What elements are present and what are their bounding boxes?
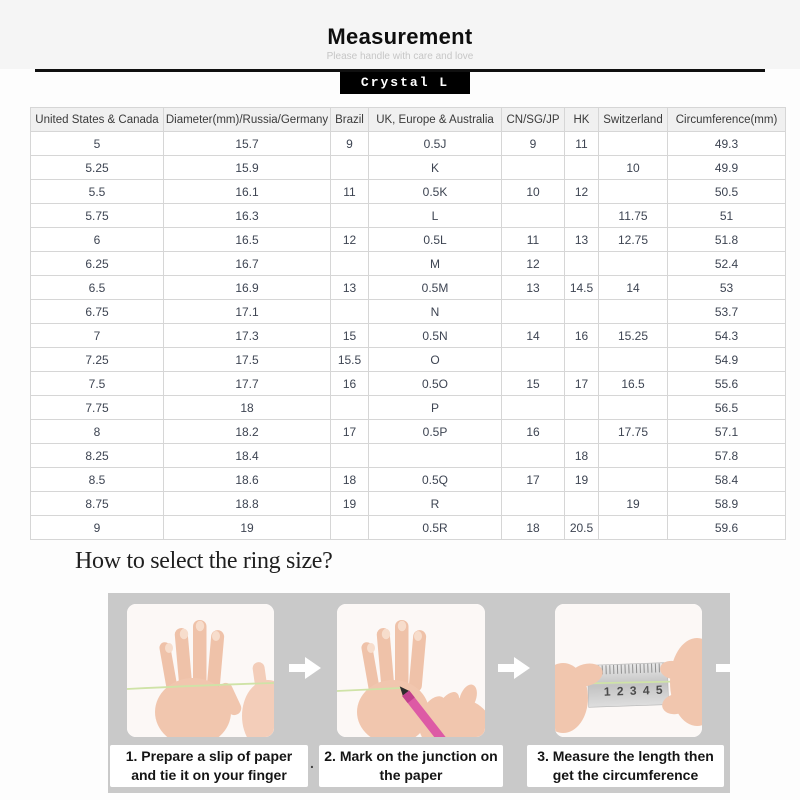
table-cell: 0.5N [369, 324, 502, 348]
column-header: CN/SG/JP [502, 108, 565, 132]
table-cell: 16 [502, 420, 565, 444]
table-cell: 18 [164, 396, 331, 420]
table-cell: L [369, 204, 502, 228]
table-cell: 0.5Q [369, 468, 502, 492]
table-cell: 8.25 [31, 444, 164, 468]
table-cell: R [369, 492, 502, 516]
table-cell: 17 [331, 420, 369, 444]
table-cell [331, 156, 369, 180]
table-cell: 49.3 [668, 132, 786, 156]
table-cell: P [369, 396, 502, 420]
step-caption-1 [110, 745, 308, 787]
table-cell [599, 132, 668, 156]
table-cell: 9 [31, 516, 164, 540]
table-cell: 15.7 [164, 132, 331, 156]
table-cell: 50.5 [668, 180, 786, 204]
table-cell: 9 [331, 132, 369, 156]
table-cell [331, 444, 369, 468]
table-cell: 0.5P [369, 420, 502, 444]
table-cell [502, 444, 565, 468]
arrow-right-edge-icon [716, 654, 730, 682]
table-cell: 55.6 [668, 372, 786, 396]
table-cell: 59.6 [668, 516, 786, 540]
table-cell: 11 [331, 180, 369, 204]
table-cell: 11 [502, 228, 565, 252]
measure-with-ruler-illustration [555, 604, 702, 737]
table-cell: 18 [565, 444, 599, 468]
table-cell [502, 492, 565, 516]
table-row [31, 372, 786, 396]
table-cell: 10 [599, 156, 668, 180]
table-cell: 0.5L [369, 228, 502, 252]
table-cell: 12 [502, 252, 565, 276]
table-cell: 17.75 [599, 420, 668, 444]
table-cell: 18 [502, 516, 565, 540]
table-row [31, 468, 786, 492]
table-row [31, 156, 786, 180]
table-cell [565, 420, 599, 444]
table-cell [502, 396, 565, 420]
caption-separator-dot: . [310, 755, 314, 771]
table-cell: 18.2 [164, 420, 331, 444]
table-cell: M [369, 252, 502, 276]
table-cell: 58.9 [668, 492, 786, 516]
step-photo-2 [337, 604, 485, 737]
table-cell: 54.9 [668, 348, 786, 372]
table-cell: 7.75 [31, 396, 164, 420]
table-cell: 52.4 [668, 252, 786, 276]
table-cell: 6.25 [31, 252, 164, 276]
table-cell [599, 396, 668, 420]
table-cell: 51.8 [668, 228, 786, 252]
table-cell: 14.5 [565, 276, 599, 300]
page-title: Measurement [327, 24, 473, 49]
table-cell: 16.5 [164, 228, 331, 252]
table-cell: 17.7 [164, 372, 331, 396]
column-header: Switzerland [599, 108, 668, 132]
table-cell: 17 [565, 372, 599, 396]
table-cell: 57.1 [668, 420, 786, 444]
table-cell: 5.5 [31, 180, 164, 204]
table-cell [599, 300, 668, 324]
table-row [31, 492, 786, 516]
table-cell: 16.1 [164, 180, 331, 204]
table-cell [502, 348, 565, 372]
table-cell: N [369, 300, 502, 324]
step-caption-line: the paper [379, 767, 443, 783]
table-cell: 18.6 [164, 468, 331, 492]
table-cell: 57.8 [668, 444, 786, 468]
table-cell: 5.25 [31, 156, 164, 180]
table-cell: 16.3 [164, 204, 331, 228]
step-caption-3 [527, 745, 724, 787]
column-header: Diameter(mm)/Russia/Germany [164, 108, 331, 132]
table-cell: 11 [565, 132, 599, 156]
table-cell [565, 204, 599, 228]
table-cell [331, 252, 369, 276]
table-cell: 12 [331, 228, 369, 252]
table-cell: 53 [668, 276, 786, 300]
table-cell: 16 [331, 372, 369, 396]
table-cell: 0.5J [369, 132, 502, 156]
table-cell [331, 204, 369, 228]
table-row [31, 444, 786, 468]
table-cell [331, 516, 369, 540]
series-badge: Crystal L [340, 72, 470, 94]
table-row [31, 300, 786, 324]
table-row [31, 252, 786, 276]
table-row [31, 132, 786, 156]
table-cell: 18.4 [164, 444, 331, 468]
table-cell [599, 468, 668, 492]
table-cell: O [369, 348, 502, 372]
table-cell [565, 492, 599, 516]
table-row [31, 420, 786, 444]
table-cell: 49.9 [668, 156, 786, 180]
step-photo-1 [127, 604, 274, 737]
table-cell [502, 156, 565, 180]
table-cell: 16.9 [164, 276, 331, 300]
table-row [31, 204, 786, 228]
table-cell [565, 396, 599, 420]
table-cell: 15.5 [331, 348, 369, 372]
table-cell: 7 [31, 324, 164, 348]
table-cell: 0.5M [369, 276, 502, 300]
step-caption-line: and tie it on your finger [131, 767, 287, 783]
table-cell: 16.7 [164, 252, 331, 276]
table-cell [331, 300, 369, 324]
table-cell [565, 252, 599, 276]
table-cell [502, 300, 565, 324]
ruler-number: 5 [655, 682, 663, 697]
table-cell: 18 [331, 468, 369, 492]
table-cell: 15.9 [164, 156, 331, 180]
step-caption-line: 3. Measure the length then [537, 748, 714, 764]
size-table-head-row [31, 108, 786, 132]
table-cell: 16 [565, 324, 599, 348]
ruler-number: 2 [616, 684, 624, 699]
table-cell: 54.3 [668, 324, 786, 348]
table-cell: 9 [502, 132, 565, 156]
table-cell: 58.4 [668, 468, 786, 492]
table-cell: 0.5O [369, 372, 502, 396]
table-cell: 15.25 [599, 324, 668, 348]
ruler-number: 4 [642, 683, 650, 698]
table-cell: 7.5 [31, 372, 164, 396]
table-cell: 6.5 [31, 276, 164, 300]
table-cell: K [369, 156, 502, 180]
table-cell [565, 156, 599, 180]
table-cell: 13 [331, 276, 369, 300]
ruler-number: 1 [603, 684, 611, 699]
table-cell [599, 444, 668, 468]
column-header: Circumference(mm) [668, 108, 786, 132]
table-cell: 8.75 [31, 492, 164, 516]
step-photo-3 [555, 604, 702, 737]
table-cell: 13 [565, 228, 599, 252]
ruler-number: 3 [629, 683, 637, 698]
table-cell: 17 [502, 468, 565, 492]
hand-with-paper-string-illustration [127, 604, 274, 737]
table-row [31, 396, 786, 420]
table-cell: 5 [31, 132, 164, 156]
table-cell: 5.75 [31, 204, 164, 228]
table-cell: 56.5 [668, 396, 786, 420]
table-cell: 20.5 [565, 516, 599, 540]
table-cell [599, 348, 668, 372]
table-cell: 13 [502, 276, 565, 300]
step-caption-2 [319, 745, 503, 787]
table-cell [565, 300, 599, 324]
table-cell: 53.7 [668, 300, 786, 324]
table-cell [502, 204, 565, 228]
table-cell [565, 348, 599, 372]
table-cell: 17.1 [164, 300, 331, 324]
table-cell: 19 [331, 492, 369, 516]
table-cell: 10 [502, 180, 565, 204]
table-cell: 12.75 [599, 228, 668, 252]
table-cell [369, 444, 502, 468]
table-cell: 6 [31, 228, 164, 252]
table-cell [331, 396, 369, 420]
table-row [31, 276, 786, 300]
table-row [31, 228, 786, 252]
table-cell: 15 [502, 372, 565, 396]
table-cell: 19 [599, 492, 668, 516]
table-cell: 12 [565, 180, 599, 204]
mark-junction-with-pen-illustration [337, 604, 485, 737]
table-cell: 11.75 [599, 204, 668, 228]
arrow-right-icon [498, 654, 532, 682]
step-caption-line: 1. Prepare a slip of paper [125, 748, 293, 764]
table-cell [599, 516, 668, 540]
table-cell: 17.3 [164, 324, 331, 348]
table-cell: 0.5R [369, 516, 502, 540]
table-row [31, 180, 786, 204]
table-cell: 51 [668, 204, 786, 228]
column-header: United States & Canada [31, 108, 164, 132]
table-cell: 14 [599, 276, 668, 300]
table-cell: 7.25 [31, 348, 164, 372]
arrow-right-icon [289, 654, 323, 682]
page-subtitle: Please handle with care and love [326, 51, 474, 62]
column-header: UK, Europe & Australia [369, 108, 502, 132]
table-cell: 6.75 [31, 300, 164, 324]
table-cell: 18.8 [164, 492, 331, 516]
ring-size-table [30, 107, 786, 540]
table-cell: 0.5K [369, 180, 502, 204]
table-cell [599, 252, 668, 276]
table-row [31, 324, 786, 348]
table-cell: 14 [502, 324, 565, 348]
table-cell: 15 [331, 324, 369, 348]
column-header: HK [565, 108, 599, 132]
table-cell: 8 [31, 420, 164, 444]
table-cell: 16.5 [599, 372, 668, 396]
table-cell: 19 [565, 468, 599, 492]
step-caption-line: 2. Mark on the junction on [324, 748, 498, 764]
step-caption-line: get the circumference [552, 767, 699, 783]
size-table-body [31, 132, 786, 540]
table-cell: 19 [164, 516, 331, 540]
table-cell: 17.5 [164, 348, 331, 372]
table-cell [599, 180, 668, 204]
table-cell: 8.5 [31, 468, 164, 492]
guide-question: How to select the ring size? [75, 548, 333, 574]
column-header: Brazil [331, 108, 369, 132]
guide-band [108, 593, 730, 793]
table-row [31, 516, 786, 540]
table-row [31, 348, 786, 372]
